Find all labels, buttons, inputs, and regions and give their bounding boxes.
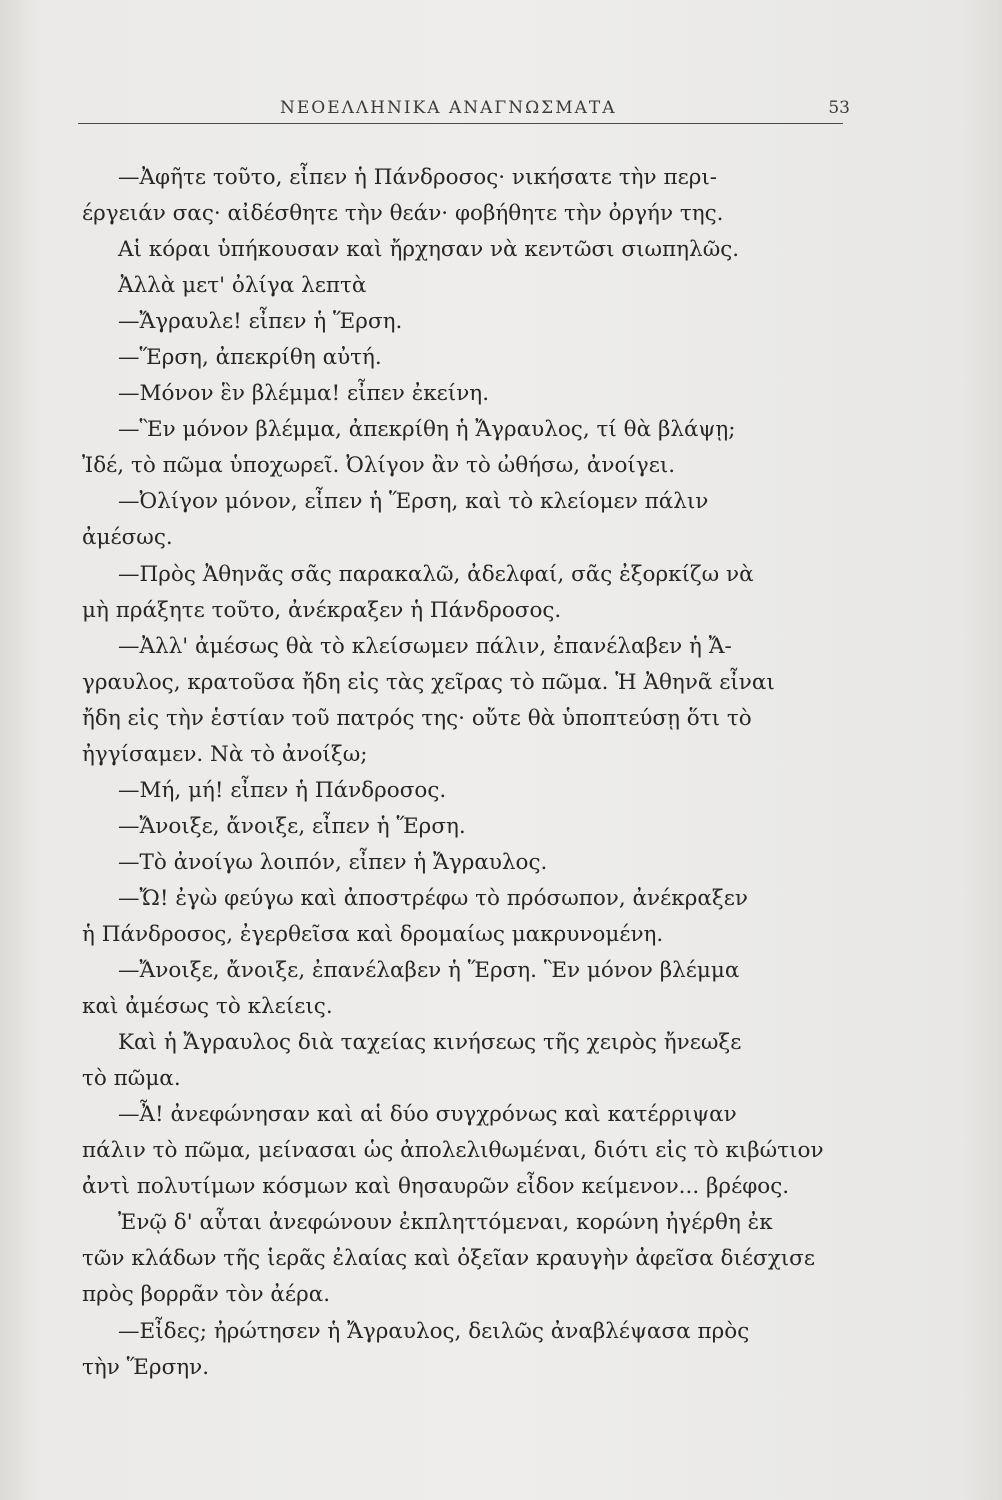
header-rule bbox=[78, 123, 843, 124]
text-line: τὸ πῶμα. bbox=[82, 1066, 181, 1092]
text-line: ἡ Πάνδροσος, ἐγερθεῖσα καὶ δρομαίως μακρυνομένη. bbox=[82, 921, 664, 947]
page-number: 53 bbox=[828, 98, 850, 118]
text-line: Ἐνῷ δ' αὗται ἀνεφώνουν ἐκπληττόμεναι, κορώνη ἠγέρθη ἐκ bbox=[118, 1210, 773, 1236]
text-line: —Μή, μή! εἶπεν ἡ Πάνδροσος. bbox=[118, 777, 447, 803]
text-line: πρὸς βορρᾶν τὸν ἀέρα. bbox=[82, 1282, 331, 1308]
text-line: —Ἓν μόνον βλέμμα, ἀπεκρίθη ἡ Ἄγραυλος, τί θὰ βλάψῃ; bbox=[118, 417, 736, 443]
text-line: Ἰδέ, τὸ πῶμα ὑποχωρεῖ. Ὀλίγον ἂν τὸ ὠθήσω, ἀνοίγει. bbox=[82, 453, 676, 479]
text-line: πάλιν τὸ πῶμα, μείνασαι ὡς ἀπολελιθωμέναι, διότι εἰς τὸ κιβώτιον bbox=[82, 1138, 824, 1164]
text-line: έργειάν σας· αἰδέσθητε τὴν θεάν· φοβήθητε τὴν ὀργήν της. bbox=[82, 201, 724, 227]
running-head-title: ΝΕΟΕΛΛΗΝΙΚΑ ΑΝΑΓΝΩΣΜΑΤΑ bbox=[280, 98, 617, 118]
text-line: —Ἄνοιξε, ἄνοιξε, εἶπεν ἡ Ἕρση. bbox=[118, 813, 466, 839]
text-line: —Εἶδες; ἠρώτησεν ἡ Ἄγραυλος, δειλῶς ἀναβλέψασα πρὸς bbox=[118, 1318, 750, 1344]
text-line: τῶν κλάδων τῆς ἱερᾶς ἐλαίας καὶ ὀξεῖαν κραυγὴν ἀφεῖσα διέσχισε bbox=[82, 1246, 815, 1272]
text-line: μὴ πράξητε τοῦτο, ἀνέκραξεν ἡ Πάνδροσος. bbox=[82, 597, 562, 623]
text-line: —Ἆ! ἀνεφώνησαν καὶ αἱ δύο συγχρόνως καὶ κατέρριψαν bbox=[118, 1102, 737, 1128]
running-head bbox=[70, 98, 850, 124]
text-line: —Ἀφῆτε τοῦτο, εἶπεν ἡ Πάνδροσος· νικήσατε τὴν περι- bbox=[118, 165, 718, 190]
text-line: —Πρὸς Ἀθηνᾶς σᾶς παρακαλῶ, ἀδελφαί, σᾶς ἐξορκίζω νὰ bbox=[118, 561, 754, 587]
body-text bbox=[82, 160, 844, 1386]
text-line: καὶ ἀμέσως τὸ κλείεις. bbox=[82, 994, 333, 1020]
text-line: ἠγγίσαμεν. Νὰ τὸ ἀνοίξω; bbox=[82, 741, 368, 767]
text-line: ἀμέσως. bbox=[82, 525, 173, 551]
text-line: Αἱ κόραι ὑπήκουσαν καὶ ἤρχησαν νὰ κεντῶσι σιωπηλῶς. bbox=[118, 237, 740, 263]
text-line: τὴν Ἕρσην. bbox=[82, 1354, 210, 1380]
text-line: —Ἄνοιξε, ἄνοιξε, ἐπανέλαβεν ἡ Ἕρση. Ἓν μόνον βλέμμα bbox=[118, 958, 740, 984]
text-line: —Ἀλλ' ἀμέσως θὰ τὸ κλείσωμεν πάλιν, ἐπανέλαβεν ἡ Ἄ- bbox=[118, 633, 732, 659]
text-line: ἤδη εἰς τὴν ἑστίαν τοῦ πατρός της· οὔτε θὰ ὑποπτεύσῃ ὅτι τὸ bbox=[82, 705, 752, 731]
text-line: —Ὤ! ἐγὼ φεύγω καὶ ἀποστρέφω τὸ πρόσωπον, ἀνέκραξεν bbox=[118, 885, 748, 911]
text-line: —Ὀλίγον μόνον, εἶπεν ἡ Ἕρση, καὶ τὸ κλείομεν πάλιν bbox=[118, 489, 709, 515]
text-line: γραυλος, κρατοῦσα ἤδη εἰς τὰς χεῖρας τὸ πῶμα. Ἡ Ἀθηνᾶ εἶναι bbox=[82, 669, 775, 695]
text-line: —Τὸ ἀνοίγω λοιπόν, εἶπεν ἡ Ἄγραυλος. bbox=[118, 849, 548, 875]
text-line: —Μόνον ἓν βλέμμα! εἶπεν ἐκείνη. bbox=[118, 381, 490, 407]
text-line: ἀντὶ πολυτίμων κόσμων καὶ θησαυρῶν εἶδον κείμενον... βρέφος. bbox=[82, 1174, 790, 1200]
text-line: —Ἄγραυλε! εἶπεν ἡ Ἕρση. bbox=[118, 309, 403, 335]
text-line: Ἀλλὰ μετ' ὀλίγα λεπτὰ bbox=[118, 273, 367, 299]
text-line: —Ἕρση, ἀπεκρίθη αὐτή. bbox=[118, 345, 382, 371]
text-line: Καὶ ἡ Ἄγραυλος διὰ ταχείας κινήσεως τῆς χειρὸς ἤνεωξε bbox=[118, 1030, 742, 1056]
